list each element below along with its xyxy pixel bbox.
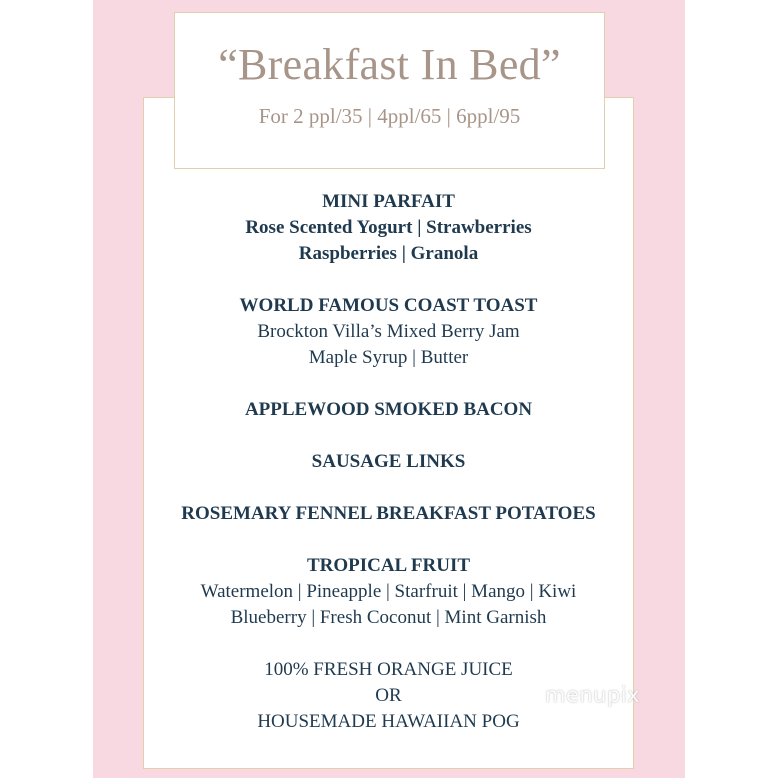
item-heading: TROPICAL FRUIT <box>306 555 471 576</box>
menu-item-potatoes <box>143 501 634 527</box>
item-heading: ROSEMARY FENNEL BREAKFAST POTATOES <box>181 503 596 524</box>
item-heading: SAUSAGE LINKS <box>311 451 466 472</box>
item-description: Maple Syrup | Butter <box>308 347 469 368</box>
menu-pricing: For 2 ppl/35 | 4ppl/65 | 6ppl/95 <box>258 104 521 128</box>
menu-item-coast-toast <box>143 293 634 371</box>
item-description: Rose Scented Yogurt | Strawberries <box>245 217 532 238</box>
item-heading: WORLD FAMOUS COAST TOAST <box>239 295 538 316</box>
item-description: Brockton Villa’s Mixed Berry Jam <box>257 321 520 342</box>
menupix-watermark: menupix <box>545 683 641 707</box>
title-box <box>174 12 605 169</box>
item-heading: MINI PARFAIT <box>322 191 455 212</box>
item-description: Blueberry | Fresh Coconut | Mint Garnish <box>230 607 547 628</box>
menu-title: “Breakfast In Bed” <box>218 40 561 89</box>
juice-option-orange: 100% FRESH ORANGE JUICE <box>264 659 513 680</box>
juice-or-separator: OR <box>375 685 402 706</box>
menu-item-tropical-fruit <box>143 553 634 631</box>
menu-body <box>143 189 634 761</box>
item-heading: APPLEWOOD SMOKED BACON <box>244 399 533 420</box>
item-description: Raspberries | Granola <box>298 243 479 264</box>
item-description: Watermelon | Pineapple | Starfruit | Mango | Kiwi <box>200 581 577 602</box>
menu-item-sausage <box>143 449 634 475</box>
menu-item-mini-parfait <box>143 189 634 267</box>
menu-item-bacon <box>143 397 634 423</box>
juice-option-pog: HOUSEMADE HAWAIIAN POG <box>257 711 520 732</box>
